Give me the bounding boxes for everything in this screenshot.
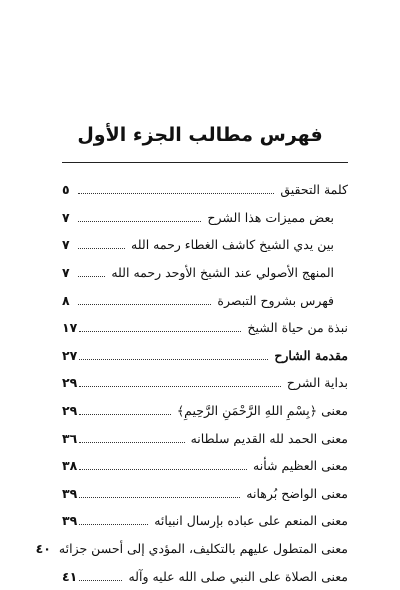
toc-entry-label: معنى ﴿بِسْمِ اللهِ الرَّحْمَنِ الرَّحِيمِ﴾ [173, 403, 348, 418]
dot-leader [79, 331, 241, 332]
toc-page-number: ٣٦ [62, 430, 78, 446]
toc-entry-label: معنى المتطول عليهم بالتكليف، المؤدي إلى أحسن جزائه [55, 541, 348, 556]
toc-page-number: ٣٨ [62, 458, 78, 474]
toc-entry-label: فهرس بشروح التبصرة [213, 293, 334, 308]
toc-page-number: ٧ [62, 237, 70, 253]
toc-entry [62, 259, 348, 287]
dot-leader [78, 276, 105, 277]
dot-leader [79, 497, 240, 498]
toc-entry [35, 535, 348, 563]
table-of-contents [35, 176, 348, 590]
toc-page-number: ٤١ [62, 568, 78, 584]
toc-page-number: ٢٩ [62, 375, 78, 391]
toc-entry [62, 452, 348, 480]
toc-page-number: ٥ [62, 182, 70, 198]
toc-entry-label: بين يدي الشيخ كاشف الغطاء رحمه الله [127, 237, 334, 252]
toc-entry-label: بعض مميزات هذا الشرح [203, 210, 334, 225]
dot-leader [79, 359, 268, 360]
toc-entry-label: كلمة التحقيق [276, 182, 348, 197]
title-divider [62, 162, 348, 163]
toc-entry [62, 507, 348, 535]
toc-entry [62, 204, 348, 232]
toc-entry-label: معنى المنعم على عباده بإرسال انبيائه [150, 513, 348, 528]
toc-entry [62, 342, 348, 370]
toc-entry-label: معنى الصلاة على النبي صلى الله عليه وآله [124, 569, 348, 584]
dot-leader [78, 221, 201, 222]
dot-leader [79, 442, 184, 443]
toc-page-number: ٧ [62, 209, 70, 225]
toc-entry [62, 369, 348, 397]
toc-page-number: ٧ [62, 265, 70, 281]
toc-entry [62, 397, 348, 425]
dot-leader [78, 248, 125, 249]
toc-page-number: ٣٩ [62, 485, 78, 501]
toc-entry-label: مقدمة الشارح [270, 348, 348, 363]
toc-page-number: ١٧ [62, 320, 78, 336]
dot-leader [79, 469, 247, 470]
toc-page-number: ٣٩ [62, 513, 78, 529]
toc-entry [62, 231, 348, 259]
toc-entry-label: نبذة من حياة الشيخ [243, 320, 348, 335]
dot-leader [79, 414, 171, 415]
toc-entry-label: بداية الشرح [283, 375, 348, 390]
dot-leader [79, 524, 148, 525]
toc-page-number: ٤٠ [35, 541, 51, 557]
page-title: فهرس مطالب الجزء الأول [77, 124, 323, 146]
toc-page-number: ٢٧ [62, 347, 78, 363]
toc-entry [62, 424, 348, 452]
toc-entry [62, 480, 348, 508]
toc-page-number: ٢٩ [62, 403, 78, 419]
toc-entry [62, 286, 348, 314]
toc-page-number: ٨ [62, 292, 70, 308]
dot-leader [78, 304, 211, 305]
dot-leader [78, 193, 274, 194]
dot-leader [79, 580, 122, 581]
toc-entry-label: معنى العظيم شأنه [249, 458, 348, 473]
toc-entry [62, 314, 348, 342]
toc-entry-label: المنهج الأصولي عند الشيخ الأوحد رحمه الله [107, 265, 334, 280]
toc-entry [62, 176, 348, 204]
dot-leader [79, 386, 281, 387]
toc-entry-label: معنى الحمد لله القديم سلطانه [187, 431, 348, 446]
toc-entry-label: معنى الواضح بُرهانه [242, 486, 348, 501]
